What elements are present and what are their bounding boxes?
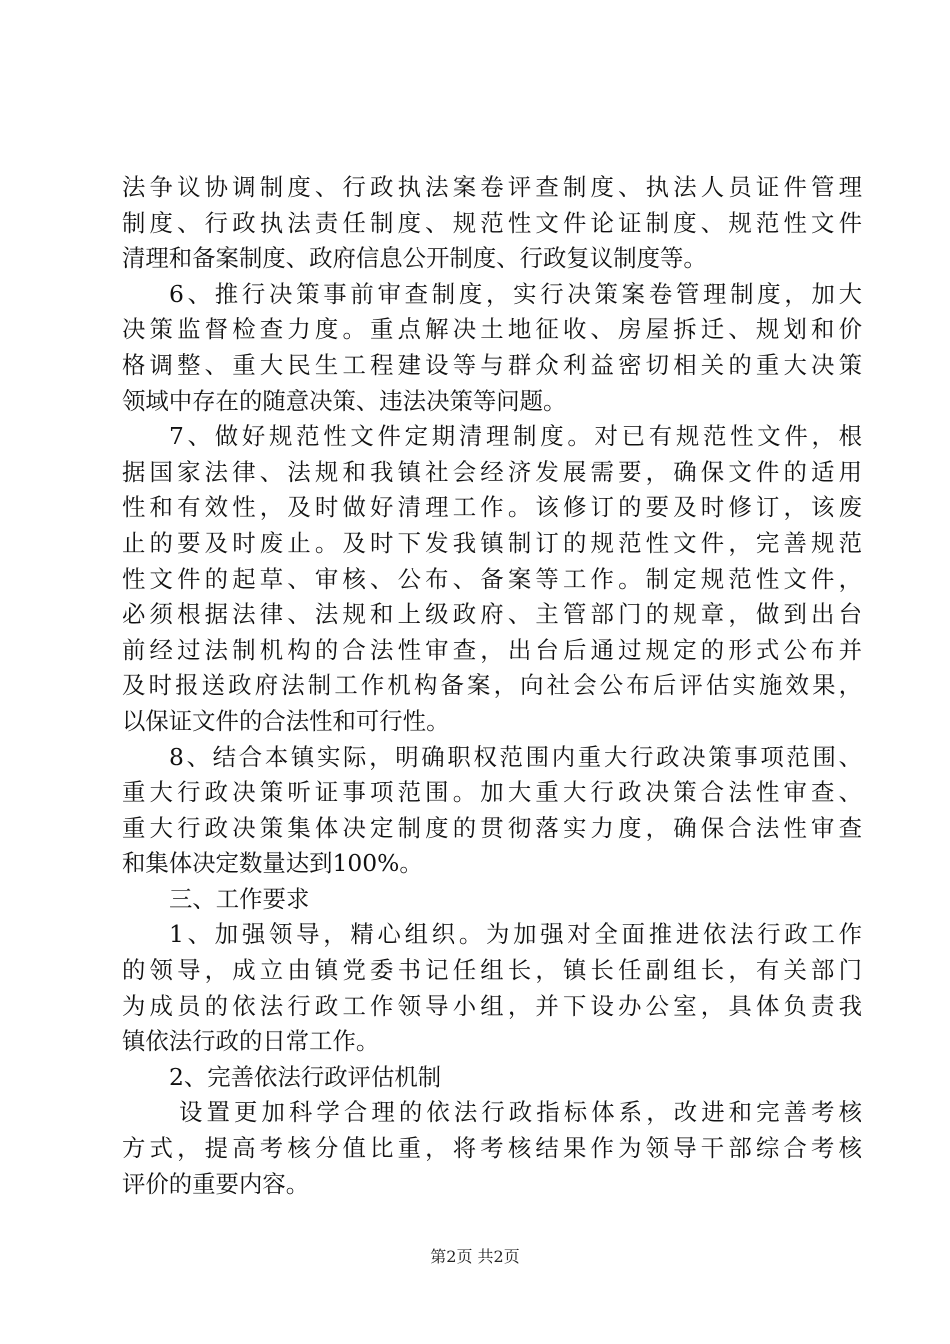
text-line: 为成员的依法行政工作领导小组，并下设办公室，具体负责我 [122,991,862,1020]
paragraph-evaluation-start: 设置更加科学合理的依法行政指标体系，改进和完善考核 [179,1098,862,1127]
text-line: 决策监督检查力度。重点解决土地征收、房屋拆迁、规划和价 [122,315,862,344]
text-line: 及时报送政府法制工作机构备案，向社会公布后评估实施效果， [122,671,862,700]
subheading-2: 2、完善依法行政评估机制 [169,1062,442,1091]
text-line: 评价的重要内容。 [122,1169,310,1198]
paragraph-7-start: 7、做好规范性文件定期清理制度。对已有规范性文件，根 [169,422,862,451]
text-line: 制度、行政执法责任制度、规范性文件论证制度、规范性文件 [122,208,862,237]
text-line: 领域中存在的随意决策、违法决策等问题。 [122,386,567,415]
paragraph-8-start: 8、结合本镇实际，明确职权范围内重大行政决策事项范围、 [169,742,862,771]
text-line: 法争议协调制度、行政执法案卷评查制度、执法人员证件管理 [122,173,862,201]
page-number: 第2页 共2页 [430,1247,520,1266]
paragraph-1-start: 1、加强领导，精心组织。为加强对全面推进依法行政工作 [169,920,862,949]
text-line: 镇依法行政的日常工作。 [122,1027,380,1056]
paragraph-6-start: 6、推行决策事前审查制度，实行决策案卷管理制度，加大 [169,279,862,308]
text-line: 前经过法制机构的合法性审查，出台后通过规定的形式公布并 [122,635,862,664]
text-line: 重大行政决策听证事项范围。加大重大行政决策合法性审查、 [122,778,862,807]
text-line: 的领导，成立由镇党委书记任组长，镇长任副组长，有关部门 [122,956,862,985]
text-line: 以保证文件的合法性和可行性。 [122,706,450,735]
document-body [122,170,862,1202]
text-line: 据国家法律、法规和我镇社会经济发展需要，确保文件的适用 [122,457,862,486]
text-line: 方式，提高考核分值比重，将考核结果作为领导干部综合考核 [122,1134,862,1163]
text-line: 止的要及时废止。及时下发我镇制订的规范性文件，完善规范 [122,528,862,557]
text-line: 清理和备案制度、政府信息公开制度、行政复议制度等。 [122,244,707,273]
text-line: 必须根据法律、法规和上级政府、主管部门的规章，做到出台 [122,600,862,629]
text-line: 和集体决定数量达到100%。 [122,849,423,878]
section-heading: 三、工作要求 [169,884,310,913]
text-line: 格调整、重大民生工程建设等与群众利益密切相关的重大决策 [122,350,862,379]
text-line: 重大行政决策集体决定制度的贯彻落实力度，确保合法性审查 [122,813,862,842]
text-line: 性文件的起草、审核、公布、备案等工作。制定规范性文件， [122,564,862,593]
text-line: 性和有效性，及时做好清理工作。该修订的要及时修订，该废 [122,493,862,522]
